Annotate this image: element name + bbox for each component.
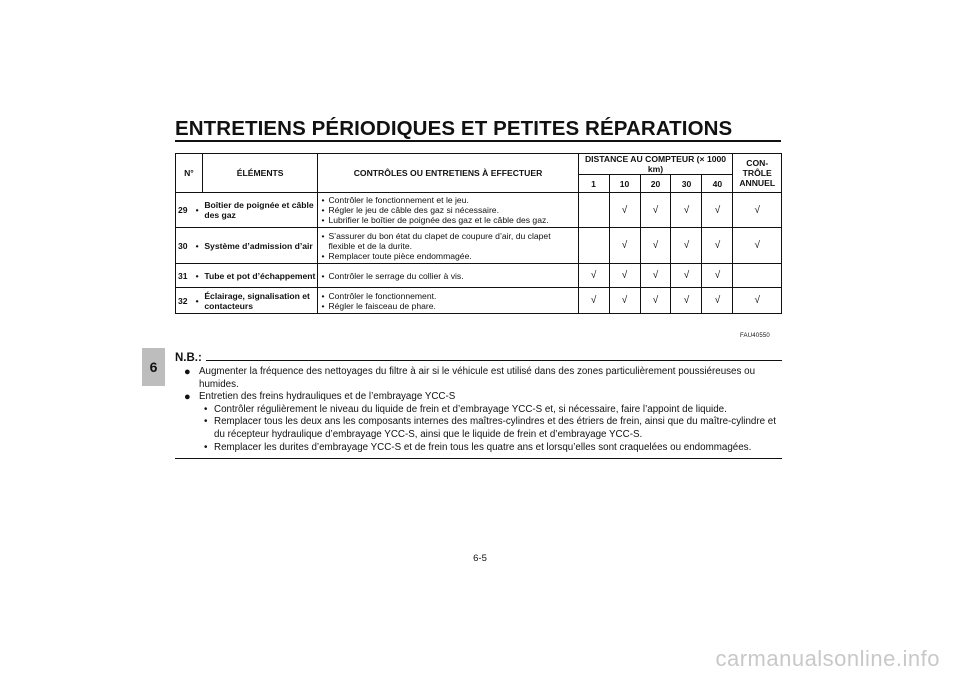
- check-cell: √: [671, 288, 702, 314]
- row-controls: [318, 193, 578, 228]
- check-cell: √: [733, 288, 782, 314]
- header-num: N°: [176, 154, 203, 193]
- control-item: • Remplacer toute pièce endommagée.: [321, 251, 574, 261]
- bullet-icon: ●: [184, 391, 191, 404]
- header-distance-0: 1: [578, 175, 609, 193]
- row-element: Tube et pot d’échappement: [202, 264, 318, 288]
- check-cell: √: [640, 264, 671, 288]
- note-box: [175, 352, 782, 459]
- header-controls: CONTRÔLES OU ENTRETIENS À EFFECTUER: [318, 154, 578, 193]
- title-rule: [175, 140, 781, 142]
- note-item: [175, 366, 782, 391]
- sub-bullet-icon: •: [204, 403, 208, 415]
- table-row: [176, 228, 782, 264]
- header-distance-4: 40: [702, 175, 733, 193]
- row-bullet: •: [192, 288, 202, 314]
- check-cell: √: [733, 193, 782, 228]
- row-element: Système d’admission d’air: [202, 228, 318, 264]
- note-label: N.B.:: [175, 352, 202, 364]
- check-cell: [733, 264, 782, 288]
- row-controls: [318, 288, 578, 314]
- header-distance-1: 10: [609, 175, 640, 193]
- control-item: • Contrôler le fonctionnement.: [321, 291, 574, 301]
- maintenance-table: [175, 153, 782, 314]
- control-item: • Contrôler le serrage du collier à vis.: [321, 271, 574, 281]
- check-cell: √: [671, 228, 702, 264]
- header-distance-3: 30: [671, 175, 702, 193]
- note-subitem-text: Contrôler régulièrement le niveau du liquide de frein et d’embrayage YCC-S et, si nécessaire, faire l’appoint de liquide.: [214, 403, 727, 415]
- check-cell: [578, 193, 609, 228]
- check-cell: √: [609, 193, 640, 228]
- row-bullet: •: [192, 193, 202, 228]
- check-cell: √: [671, 193, 702, 228]
- sub-bullet-icon: •: [204, 416, 208, 428]
- note-subitem-text: Remplacer les durites d’embrayage YCC-S et de frein tous les quatre ans et lorsqu’elles sont craquelées ou endommagées.: [214, 441, 752, 453]
- note-rule: [206, 360, 782, 361]
- note-subitem: [199, 442, 782, 455]
- note-item-text: Augmenter la fréquence des nettoyages du filtre à air si le véhicule est utilisé dans des zones particulièrement poussiéreuses ou humides.: [199, 366, 756, 390]
- row-bullet: •: [192, 228, 202, 264]
- control-item: • S’assurer du bon état du clapet de coupure d’air, du clapet flexible et de la durite.: [321, 231, 574, 251]
- check-cell: √: [640, 288, 671, 314]
- check-cell: √: [702, 288, 733, 314]
- check-cell: √: [578, 288, 609, 314]
- check-cell: √: [733, 228, 782, 264]
- row-number: 29: [176, 193, 193, 228]
- control-item: • Régler le faisceau de phare.: [321, 301, 574, 311]
- page-number: 6-5: [473, 553, 487, 564]
- check-cell: √: [578, 264, 609, 288]
- check-cell: √: [609, 288, 640, 314]
- note-item: [175, 391, 782, 454]
- control-item: • Lubrifier le boîtier de poignée des gaz et le câble des gaz.: [321, 215, 574, 225]
- row-controls: [318, 264, 578, 288]
- header-elements: ÉLÉMENTS: [202, 154, 318, 193]
- chapter-tab: 6: [142, 348, 165, 386]
- table-row: [176, 264, 782, 288]
- sub-bullet-icon: •: [204, 441, 208, 453]
- header-distance: DISTANCE AU COMPTEUR (× 1000 km): [578, 154, 733, 175]
- row-element: Boîtier de poignée et câble des gaz: [202, 193, 318, 228]
- check-cell: √: [702, 193, 733, 228]
- note-list: [175, 366, 782, 454]
- table-row: [176, 193, 782, 228]
- bullet-icon: ●: [184, 366, 191, 378]
- note-subitem: [199, 404, 782, 417]
- note-subitem: [199, 416, 782, 441]
- check-cell: √: [609, 228, 640, 264]
- row-element: Éclairage, signalisation et contacteurs: [202, 288, 318, 314]
- header-distance-2: 20: [640, 175, 671, 193]
- page-title: ENTRETIENS PÉRIODIQUES ET PETITES RÉPARATIONS: [175, 117, 733, 140]
- check-cell: √: [671, 264, 702, 288]
- check-cell: [578, 228, 609, 264]
- check-cell: √: [702, 264, 733, 288]
- row-bullet: •: [192, 264, 202, 288]
- watermark: carmanualsonline.info: [715, 646, 940, 671]
- note-bottom-rule: [175, 458, 782, 459]
- row-number: 32: [176, 288, 193, 314]
- note-item-text: Entretien des freins hydrauliques et de l’embrayage YCC-S: [199, 391, 456, 403]
- table-row: [176, 288, 782, 314]
- check-cell: √: [702, 228, 733, 264]
- figure-code: FAU40550: [740, 333, 770, 339]
- note-subitem-text: Remplacer tous les deux ans les composants internes des maîtres-cylindres et des étriers de frein, ainsi que du maître-cylindre et du récepteur hydraulique d’embrayage YCC-S, ainsi que le liquide de frein et d’embrayage YCC-S.: [214, 416, 776, 440]
- control-item: • Régler le jeu de câble des gaz si nécessaire.: [321, 205, 574, 215]
- check-cell: √: [609, 264, 640, 288]
- header-annual: CON-TRÔLE ANNUEL: [733, 154, 782, 193]
- check-cell: √: [640, 228, 671, 264]
- row-number: 30: [176, 228, 193, 264]
- row-controls: [318, 228, 578, 264]
- row-number: 31: [176, 264, 193, 288]
- check-cell: √: [640, 193, 671, 228]
- control-item: • Contrôler le fonctionnement et le jeu.: [321, 195, 574, 205]
